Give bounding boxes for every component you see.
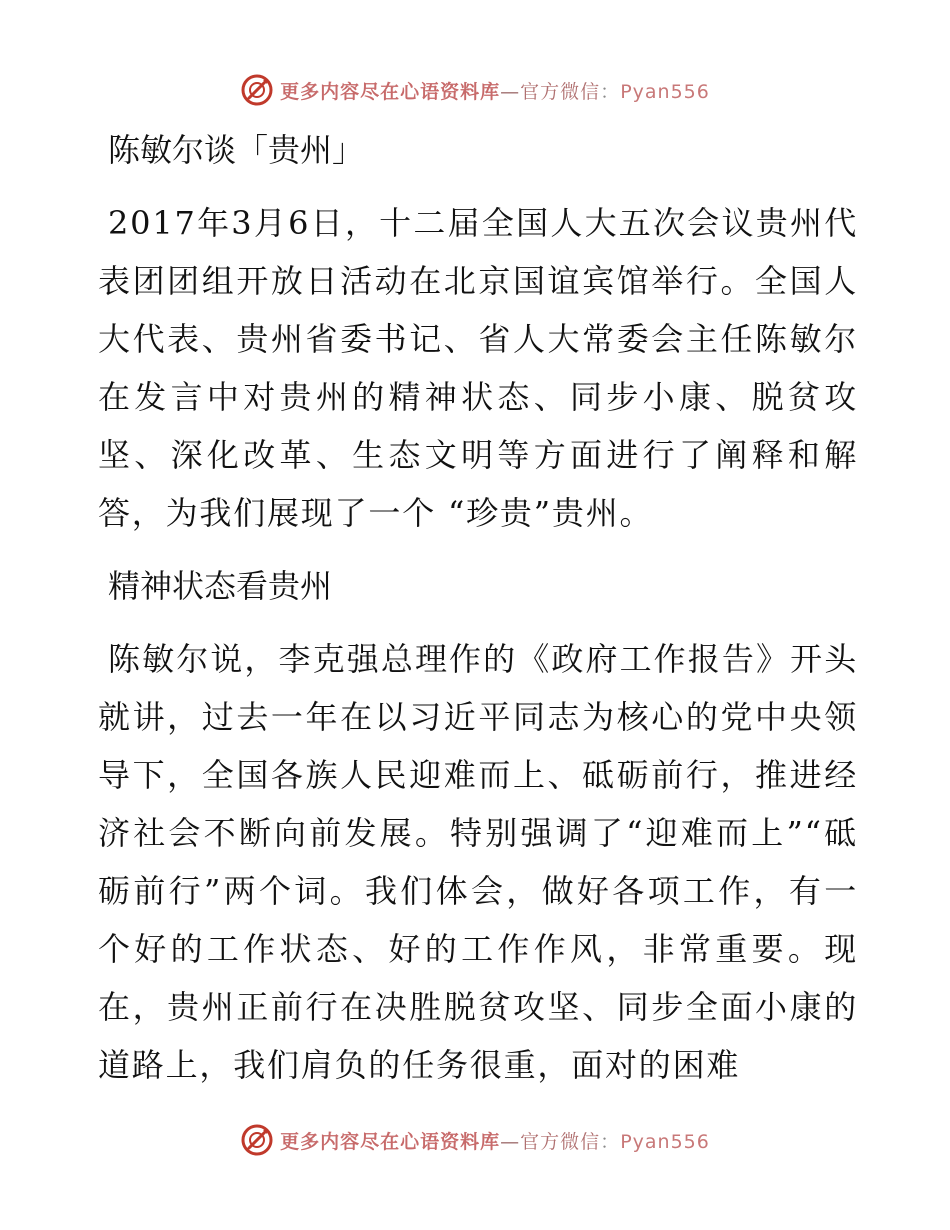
watermark-main: 更多内容尽在心语资料库 [280, 1130, 501, 1153]
watermark-sub: 官方微信 [520, 80, 601, 103]
watermark-id: Pyan556 [620, 1130, 710, 1153]
watermark-sep: ： [600, 1130, 621, 1153]
section-heading: 精神状态看贵州 [108, 567, 333, 605]
watermark-dash: — [500, 1130, 521, 1153]
paragraph: 陈敏尔说，李克强总理作的《政府工作报告》开头就讲，过去一年在以习近平同志为核心的党中央领导下，全国各族人民迎难而上、砥砺前行，推进经济社会不断向前发展。特别强调了“迎难而上”“砥砺前行”两个词。我们体会，做好各项工作，有一个好的工作状态、好的工作作风，非常重要。现在，贵州正前行在决胜脱贫攻坚、同步全面小康的道路上，我们肩负的任务很重，面对的困难 [98, 640, 858, 1084]
watermark-banner-bottom [0, 1122, 950, 1158]
watermark-banner-top [0, 72, 950, 108]
watermark-sep: ： [600, 80, 621, 103]
document-body [98, 120, 858, 1094]
watermark-text [280, 1127, 710, 1154]
watermark-id: Pyan556 [620, 80, 710, 103]
logo-icon [240, 73, 274, 107]
watermark-text [280, 77, 710, 104]
watermark-main: 更多内容尽在心语资料库 [280, 80, 501, 103]
logo-icon [240, 1123, 274, 1157]
watermark-dash: — [500, 80, 521, 103]
watermark-sub: 官方微信 [520, 1130, 601, 1153]
paragraph: 2017年3月6日，十二届全国人大五次会议贵州代表团团组开放日活动在北京国谊宾馆举行。全国人大代表、贵州省委书记、省人大常委会主任陈敏尔在发言中对贵州的精神状态、同步小康、脱贫攻坚、深化改革、生态文明等方面进行了阐释和解答，为我们展现了一个 “珍贵”贵州。 [98, 204, 858, 532]
document-title: 陈敏尔谈「贵州」 [108, 131, 365, 169]
